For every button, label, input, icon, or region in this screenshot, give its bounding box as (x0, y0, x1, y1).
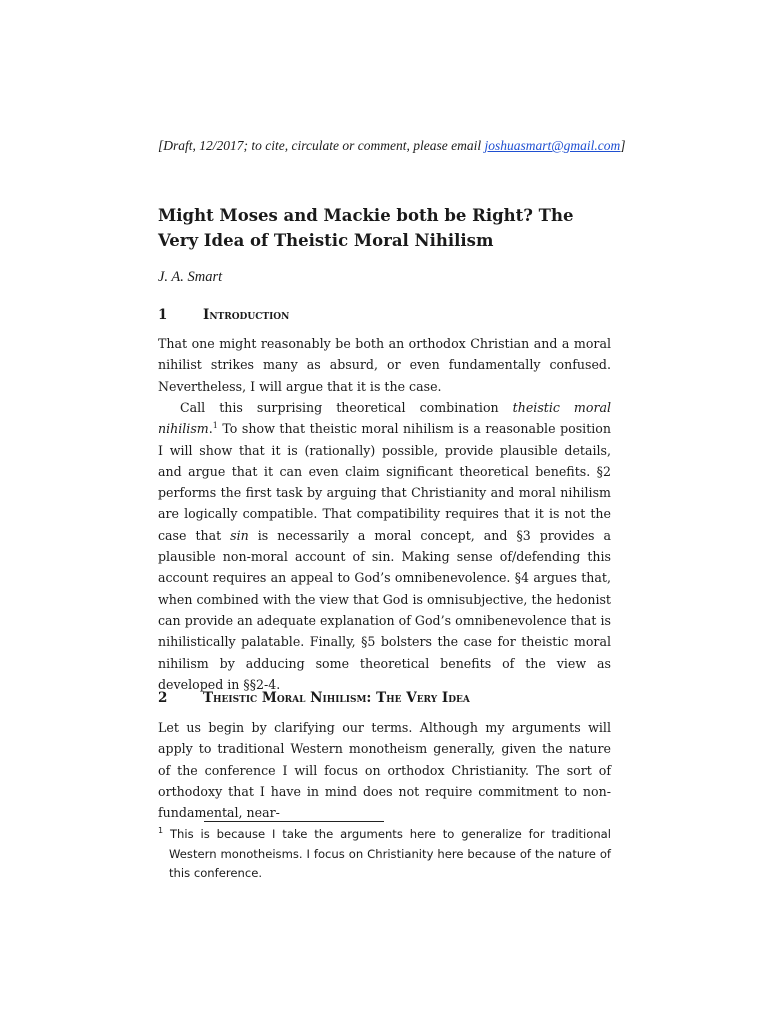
para-text-middle: To show that theistic moral nihilism is a reasonable position I will show that it is (rationally) possible, provide plausible details, and argue that it can even claim significant theoretical benefits. §2 performs the first task by arguing that Christianity and moral nihilism are logically compatible. That compatibility requires that it is not the case that (158, 421, 611, 543)
draft-note-suffix: ] (620, 138, 626, 153)
section-heading-theistic-moral-nihilism (158, 690, 618, 706)
para-text-start: Call this surprising theoretical combination (180, 400, 513, 415)
paper-title: Might Moses and Mackie both be Right? The Very Idea of Theistic Moral Nihilism (158, 206, 574, 250)
term-sin: sin (230, 527, 249, 543)
section-title: Introduction (203, 307, 290, 323)
footnote-number: 1 (158, 826, 164, 836)
footnote-reference[interactable]: 1 (212, 421, 218, 431)
section2-paragraph-1: Let us begin by clarifying our terms. Although my arguments will apply to traditional Western monotheism generally, given the nature of the conference I will focus on orthodox Christianity. The sort of orthodoxy that I have in mind does not require commitment to non-fundamental, near- (158, 720, 611, 821)
term-theistic-moral-nihilism: theistic moral nihilism (158, 400, 612, 437)
section-title: Theistic Moral Nihilism: The Very Idea (203, 690, 470, 706)
intro-paragraph-1: That one might reasonably be both an orthodox Christian and a moral nihilist strikes many as absurd, or even fundamentally confused. Nevertheless, I will argue that it is the case. (158, 336, 611, 394)
para-text-end: is necessarily a moral concept, and §3 provides a plausible non-moral account of sin. Making sense of/defending this account requires an appeal to God’s omnibenevolence. §4 argues that, when combined with the view that God is omnisubjective, the hedonist can provide an adequate explanation of God’s omnibenevolence that is nihilistically palatable. Finally, §5 bolsters the case for theistic moral nihilism by adducing some theoretical benefits of the view as developed in §§2-4. (158, 527, 611, 692)
intro-paragraph-2: Call this surprising theoretical combination theistic moral nihilism.$^1$ To show that theistic moral nihilism is a reasonable position I will show that it is (rationally) possible, provide plausible details, and argue that it can even claim significant theoretical benefits. §2 performs the first task by arguing that Christianity and moral nihilism are logically compatible. That compatibility requires that it is not the case that sin is necessarily a moral concept, and §3 provides a plausible non-moral account of sin. Making sense of/defending this account requires an appeal to God’s omnibenevolence. §4 argues that, when combined with the view that God is omnisubjective, the hedonist can provide an adequate explanation of God’s omnibenevolence that is nihilistically palatable. Finally, §5 bolsters the case for theistic moral nihilism by adducing some theoretical benefits of the view as developed in §§2-4. (158, 400, 612, 692)
section-number: 1 (158, 307, 168, 323)
footnote-separator (204, 821, 384, 822)
section-heading-introduction (158, 307, 618, 323)
author-name: J. A. Smart (158, 269, 223, 285)
draft-note-prefix: [Draft, 12/2017; to cite, circulate or comment, please email (158, 138, 485, 153)
footnote-text: This is because I take the arguments here to generalize for traditional Western monotheisms. I focus on Christianity here because of the nature of this conference. (163, 827, 611, 880)
footnote-1 (158, 825, 611, 884)
draft-note (158, 138, 626, 154)
section-number: 2 (158, 690, 168, 706)
author-email-link[interactable]: joshuasmart@gmail.com (484, 138, 621, 153)
